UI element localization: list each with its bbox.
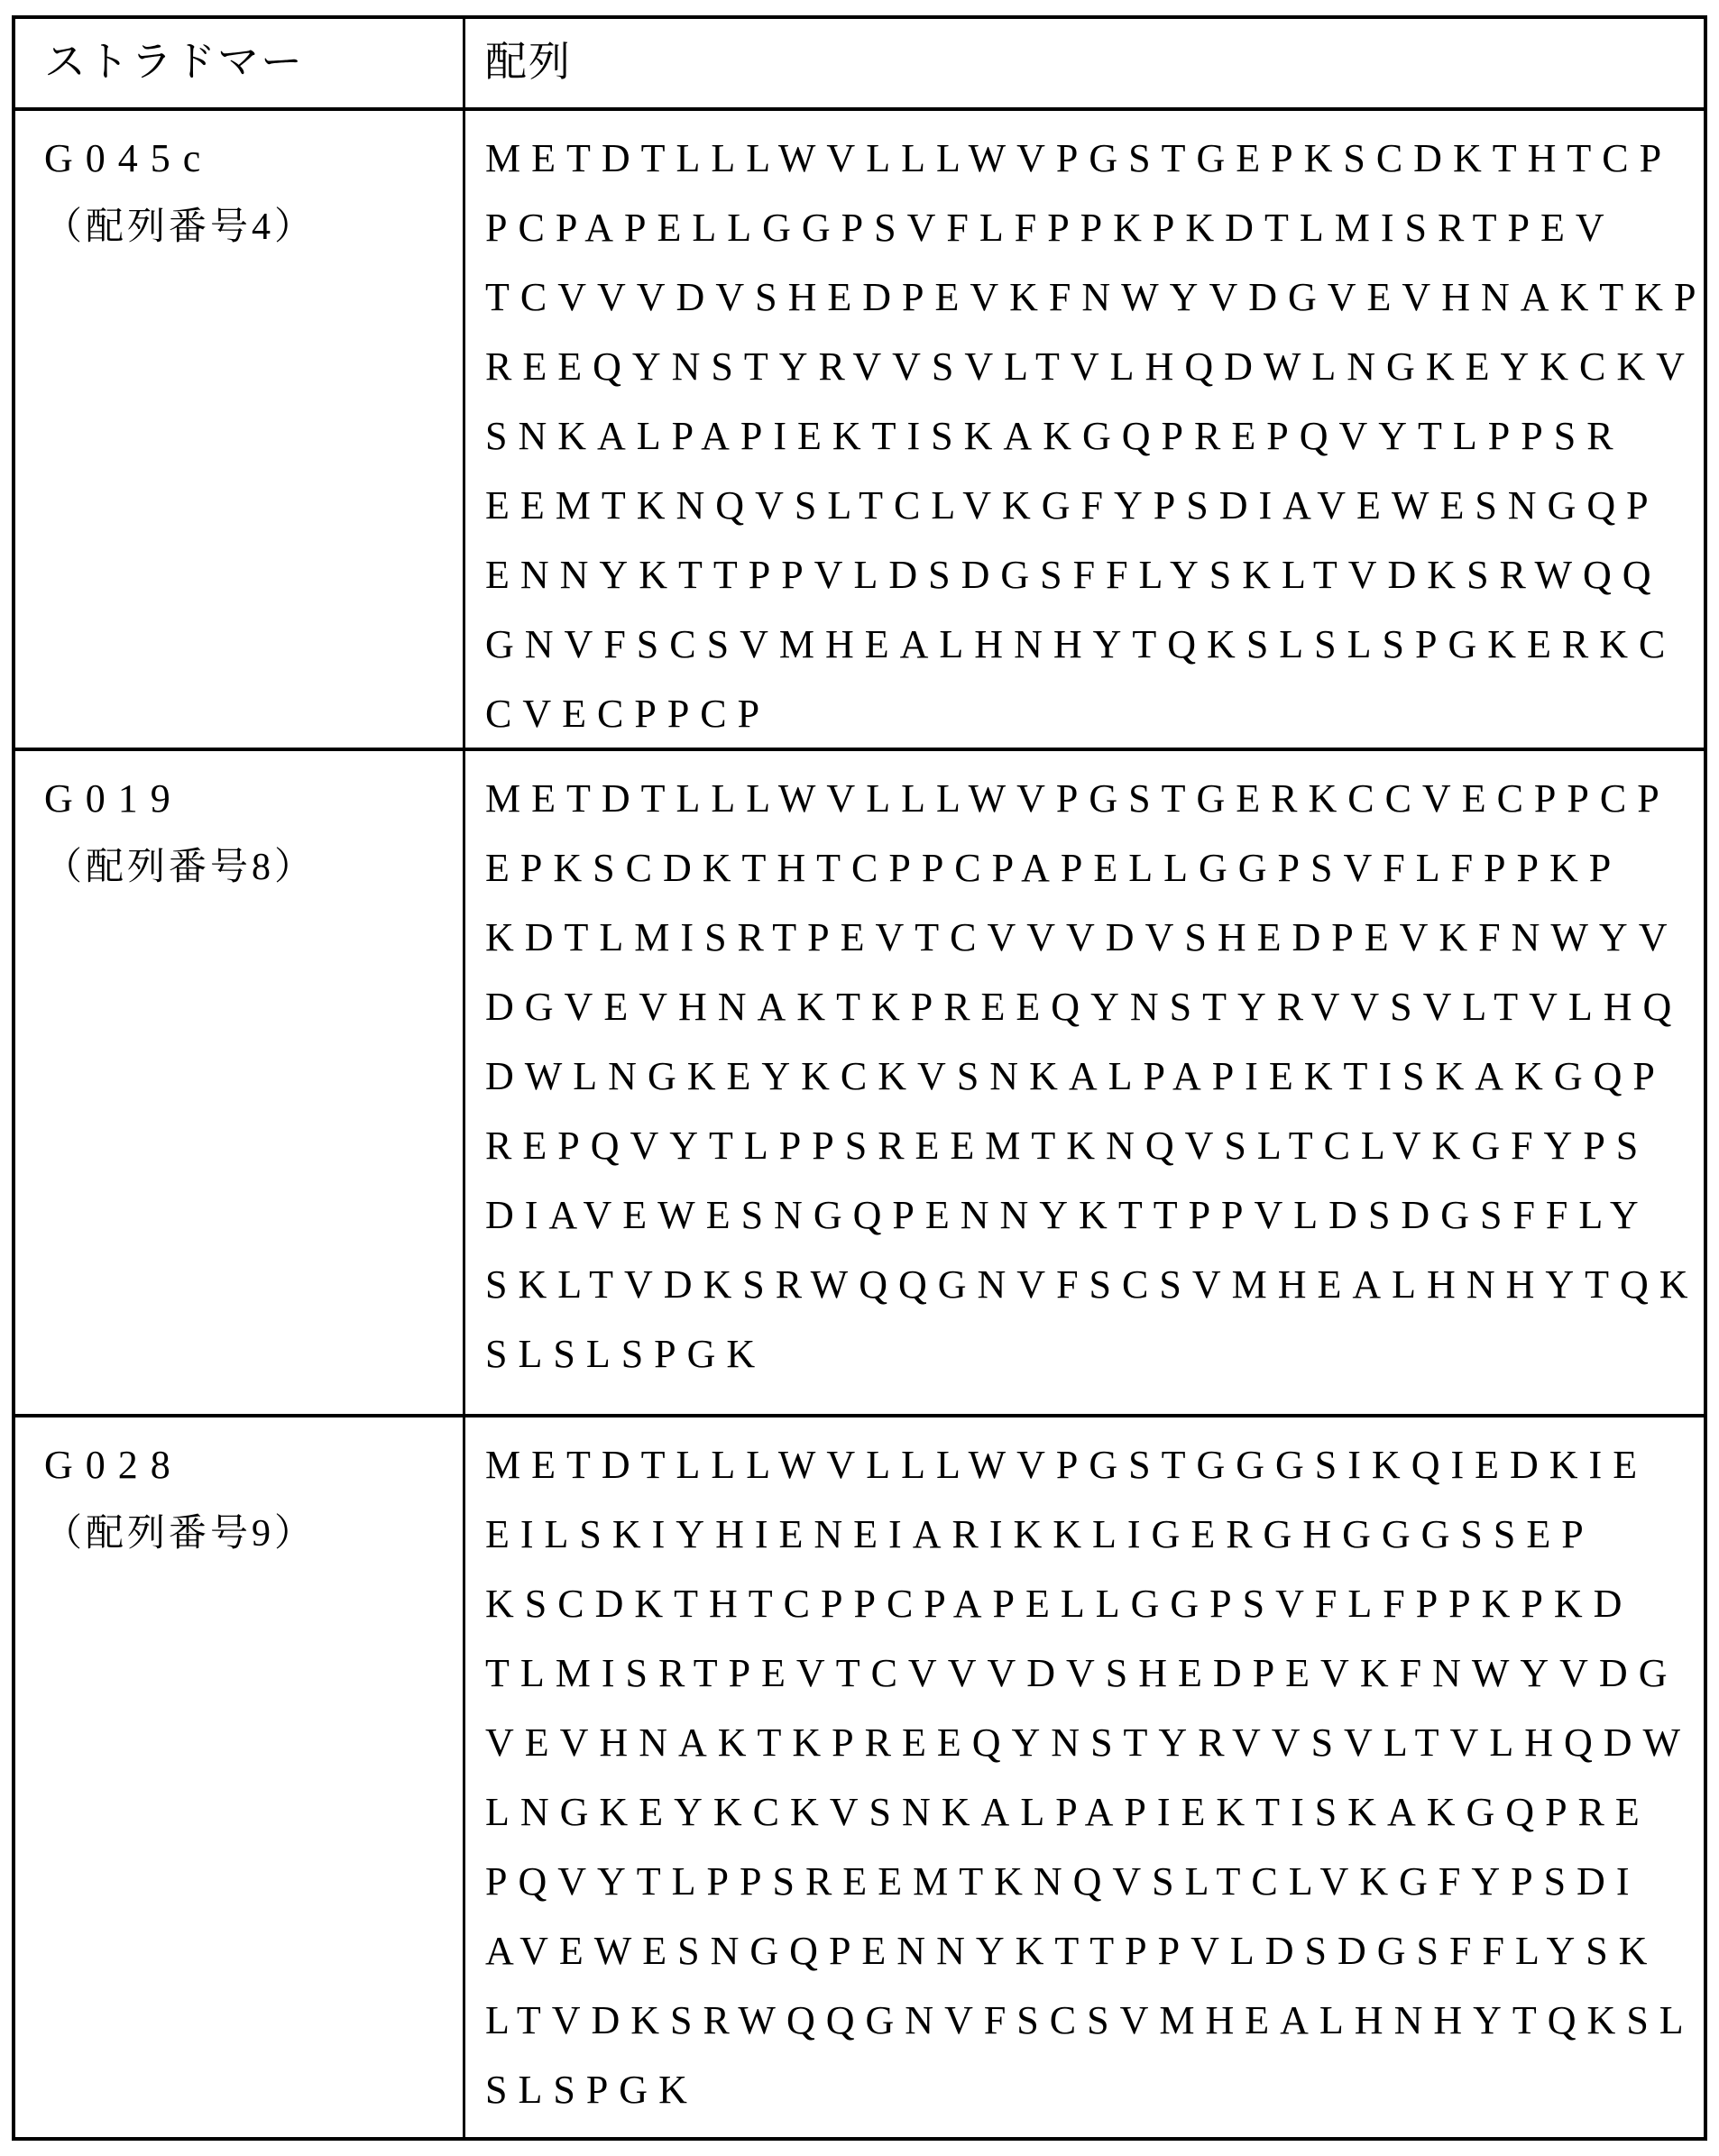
sequence-line: VEVHNAKTKPREEQYNSTYRVVSVLTVLHQDW xyxy=(485,1720,1692,1765)
stradomer-name: G045c xyxy=(44,136,214,180)
stradomer-cell xyxy=(15,1417,465,2137)
sequence-line: KSCDKTHTCPPCPAPELLGGPSVFLFPPKPKD xyxy=(485,1582,1633,1626)
sequence-line: PCPAPELLGGPSVFLFPPKPKDTLMISRTPEV xyxy=(485,206,1615,250)
stradomer-cell xyxy=(15,111,465,748)
sequence-line: DWLNGKEYKCKVSNKALPAPIEKTISKAKGQP xyxy=(485,1054,1666,1098)
table-row xyxy=(15,748,1704,1414)
sequence-line: ENNYKTTPPVLDSDGSFFLYSKLTVDKSRWQQ xyxy=(485,553,1662,597)
table-header-row xyxy=(15,19,1704,111)
stradomer-cell xyxy=(15,751,465,1414)
sequence-line: PQVYTLPPSREEMTKNQVSLTCLVKGFYPSDI xyxy=(485,1859,1641,1904)
sequence-line: LTVDKSRWQQGNVFSCSVMHEALHNHYTQKSL xyxy=(485,1998,1695,2042)
sequence-line: METDTLLLWVLLLWVPGSTGERKCCVECPPCP xyxy=(485,776,1670,821)
sequence-cell xyxy=(465,111,1706,748)
sequence-line: LNGKEYKCKVSNKALPAPIEKTISKAKGQPRE xyxy=(485,1790,1650,1834)
sequence-line: EEMTKNQVSLTCLVKGFYPSDIAVEWESNGQP xyxy=(485,483,1659,528)
stradomer-name: G028 xyxy=(44,1443,183,1487)
sequence-line: SKLTVDKSRWQQGNVFSCSVMHEALHNHYTQK xyxy=(485,1262,1699,1307)
header-cell-stradomer xyxy=(15,19,465,107)
sequence-line: AVEWESNGQPENNYKTTPPVLDSDGSFFLYSK xyxy=(485,1929,1659,1973)
stradomer-sequence-table xyxy=(12,15,1707,2141)
sequence-id-label: （配列番号9） xyxy=(44,1513,317,1555)
sequence-line: METDTLLLWVLLLWVPGSTGEPKSCDKTHTCP xyxy=(485,136,1673,180)
sequence-cell xyxy=(465,1417,1704,2137)
table-row xyxy=(15,1414,1704,2137)
sequence-line: REPQVYTLPPSREEMTKNQVSLTCLVKGFYPS xyxy=(485,1124,1650,1168)
sequence-id-label: （配列番号8） xyxy=(44,847,317,888)
sequence-line: METDTLLLWVLLLWVPGSTGGGSIKQIEDKIE xyxy=(485,1443,1649,1487)
table-row xyxy=(15,111,1707,748)
stradomer-column-header: ストラドマー xyxy=(44,39,304,85)
sequence-line: SLSLSPGK xyxy=(485,1332,767,1376)
sequence-id-label: （配列番号4） xyxy=(44,206,317,248)
sequence-line: CVECPPCP xyxy=(485,692,771,736)
stradomer-name: G019 xyxy=(44,776,183,821)
table-body xyxy=(15,111,1707,2137)
sequence-cell xyxy=(465,751,1704,1414)
sequence-line: SLSPGK xyxy=(485,2068,698,2112)
sequence-column-header: 配列 xyxy=(485,39,572,85)
sequence-line: KDTLMISRTPEVTCVVVDVSHEDPEVKFNWYV xyxy=(485,915,1678,959)
sequence-line: TLMISRTPEVTCVVVDVSHEDPEVKFNWYVDG xyxy=(485,1651,1678,1695)
sequence-line: SNKALPAPIEKTISKAKGQPREPQVYTLPPSR xyxy=(485,414,1624,458)
sequence-line: GNVFSCSVMHEALHNHYTQKSLSLSPGKERKC xyxy=(485,622,1677,666)
sequence-line: DGVEVHNAKTKPREEQYNSTYRVVSVLTVLHQ xyxy=(485,985,1683,1029)
header-cell-sequence xyxy=(465,19,1704,107)
sequence-line: TCVVVDVSHEDPEVKFNWYVDGVEVHNAKTKP xyxy=(485,275,1707,319)
sequence-line: EILSKIYHIENEIARIKKLIGERGHGGGSSEP xyxy=(485,1512,1595,1556)
sequence-line: EPKSCDKTHTCPPCPAPELLGGPSVFLFPPKP xyxy=(485,846,1622,890)
sequence-line: DIAVEWESNGQPENNYKTTPPVLDSDGSFFLY xyxy=(485,1193,1650,1237)
sequence-line: REEQYNSTYRVVSVLTVLHQDWLNGKEYKCKV xyxy=(485,344,1696,389)
